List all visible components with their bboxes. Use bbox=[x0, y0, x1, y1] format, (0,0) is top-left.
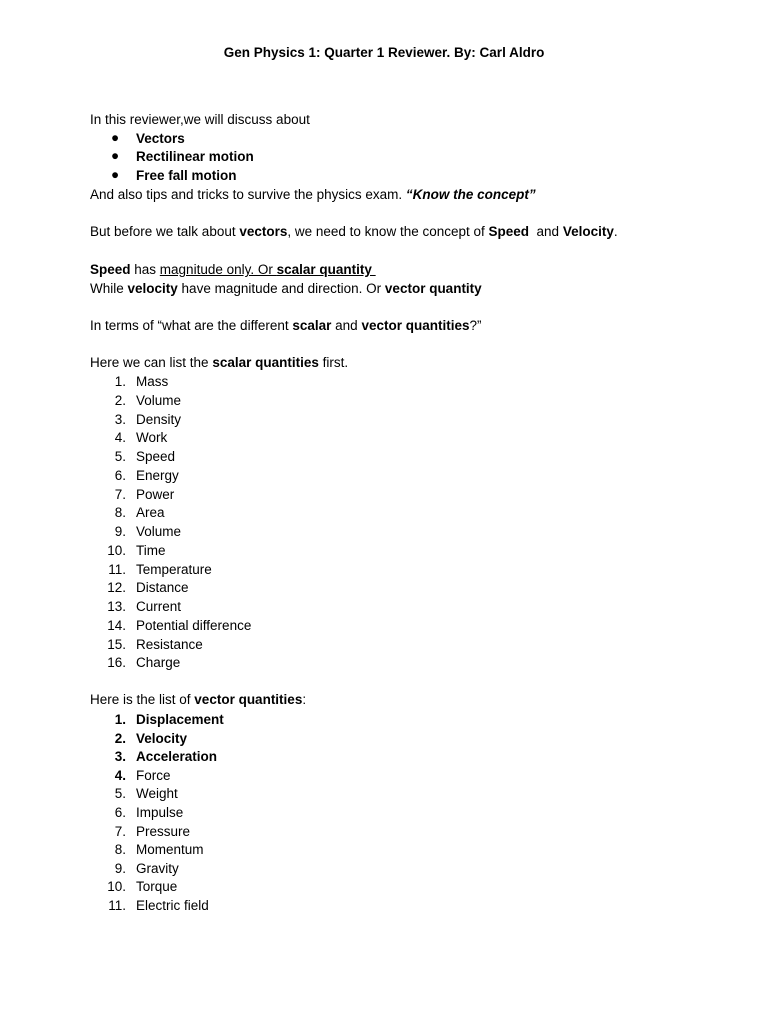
list-number: 7. bbox=[114, 823, 126, 839]
list-item: Pressure bbox=[136, 823, 191, 839]
bold-underlined-run: scalar quantity bbox=[276, 262, 376, 277]
list-number: 5. bbox=[114, 449, 126, 464]
list-item: Potential difference bbox=[136, 617, 252, 633]
list-item: Mass bbox=[136, 374, 169, 389]
list-item: Resistance bbox=[136, 636, 203, 652]
bold-run: Speed bbox=[90, 262, 131, 277]
bold-run: Velocity bbox=[562, 224, 614, 239]
list-item: Energy bbox=[136, 467, 179, 483]
list-number: 6. bbox=[114, 467, 126, 483]
list-item: Torque bbox=[136, 879, 178, 895]
list-item: Density bbox=[136, 411, 182, 427]
list-number: 2. bbox=[114, 730, 126, 746]
topic-item: Vectors bbox=[136, 131, 185, 146]
list-item: Area bbox=[136, 505, 165, 521]
list-number: 6. bbox=[114, 805, 126, 820]
list-number: 8. bbox=[114, 505, 126, 521]
list-item: Time bbox=[136, 542, 166, 558]
list-number: 10. bbox=[107, 879, 126, 895]
list-item: Work bbox=[136, 430, 168, 446]
list-number: 14. bbox=[107, 617, 126, 633]
list-number: 3. bbox=[114, 411, 126, 427]
text-run: has bbox=[130, 262, 160, 277]
text-run: and bbox=[331, 318, 362, 333]
speed-line bbox=[90, 261, 376, 279]
list-item: Electric field bbox=[136, 898, 209, 913]
text-run: ?” bbox=[469, 318, 482, 333]
list-item: Acceleration bbox=[136, 749, 218, 765]
list-number: 10. bbox=[107, 542, 126, 558]
intro-text: In this reviewer,we will discuss about bbox=[90, 112, 310, 127]
list-number: 7. bbox=[114, 486, 126, 502]
topic-item: Rectilinear motion bbox=[136, 149, 254, 164]
text-run: , we need to know the concept of bbox=[287, 224, 489, 239]
list-number: 9. bbox=[114, 860, 126, 876]
list-number: 8. bbox=[114, 842, 126, 858]
list-number: 13. bbox=[107, 599, 126, 614]
list-number: 4. bbox=[114, 430, 126, 446]
bold-run: vector quantity bbox=[384, 281, 482, 296]
list-item: Charge bbox=[136, 655, 181, 671]
list-item: Momentum bbox=[136, 842, 204, 858]
list-number: 5. bbox=[114, 786, 126, 802]
list-number: 15. bbox=[107, 636, 126, 652]
bold-run: scalar quantities bbox=[212, 355, 319, 370]
document-title: Gen Physics 1: Quarter 1 Reviewer. By: Carl Aldro bbox=[223, 45, 545, 60]
bold-run: Speed bbox=[488, 224, 530, 239]
text-run: . bbox=[613, 224, 618, 239]
list-number: 11. bbox=[108, 898, 126, 913]
list-item: Weight bbox=[136, 786, 178, 802]
velocity-line bbox=[90, 280, 482, 298]
list-number: 4. bbox=[114, 767, 126, 783]
list-item: Gravity bbox=[136, 860, 179, 876]
bold-run: vector quantities bbox=[361, 318, 470, 333]
list-item: Velocity bbox=[136, 730, 188, 746]
text-run: first. bbox=[318, 355, 349, 370]
list-item: Volume bbox=[136, 392, 182, 408]
bullet-icon: ● bbox=[111, 148, 120, 163]
list-number: 2. bbox=[114, 392, 126, 408]
list-item: Impulse bbox=[136, 805, 184, 820]
list-number: 3. bbox=[114, 749, 126, 765]
list-item: Power bbox=[136, 486, 175, 502]
bold-run: velocity bbox=[127, 281, 178, 296]
text-run: Here is the list of bbox=[90, 692, 195, 707]
list-number: 1. bbox=[114, 374, 126, 389]
bullet-icon: ● bbox=[111, 167, 120, 182]
text-run: But before we talk about bbox=[90, 224, 240, 239]
before-line bbox=[90, 223, 618, 241]
text-run: have magnitude and direction. Or bbox=[177, 281, 385, 296]
list-item: Speed bbox=[136, 449, 176, 464]
text-run: While bbox=[90, 281, 128, 296]
bold-run: vector quantities bbox=[194, 692, 303, 707]
terms-line bbox=[90, 317, 481, 335]
text-run: In terms of “what are the different bbox=[90, 318, 293, 333]
bold-run: vectors bbox=[239, 224, 288, 239]
list-item: Displacement bbox=[136, 712, 224, 727]
text-run: : bbox=[302, 692, 307, 707]
tips-text: And also tips and tricks to survive the physics exam. bbox=[90, 187, 406, 202]
bold-run: scalar bbox=[292, 318, 332, 333]
vector-intro bbox=[90, 691, 306, 709]
text-run: and bbox=[529, 224, 563, 239]
underlined-run: magnitude only. Or bbox=[159, 262, 277, 277]
list-item: Current bbox=[136, 599, 182, 614]
list-number: 1. bbox=[114, 712, 126, 727]
list-number: 16. bbox=[107, 655, 126, 671]
list-item: Force bbox=[136, 767, 171, 783]
list-item: Volume bbox=[136, 524, 182, 539]
tips-line bbox=[90, 186, 536, 204]
tips-emphasis: “Know the concept” bbox=[405, 187, 536, 202]
bullet-icon: ● bbox=[111, 130, 120, 145]
scalar-intro bbox=[90, 354, 348, 372]
list-item: Distance bbox=[136, 580, 189, 596]
list-item: Temperature bbox=[136, 561, 212, 577]
list-number: 11. bbox=[108, 561, 126, 577]
list-number: 9. bbox=[114, 524, 126, 539]
text-run: Here we can list the bbox=[90, 355, 213, 370]
topic-item: Free fall motion bbox=[136, 168, 237, 183]
list-number: 12. bbox=[107, 580, 126, 596]
